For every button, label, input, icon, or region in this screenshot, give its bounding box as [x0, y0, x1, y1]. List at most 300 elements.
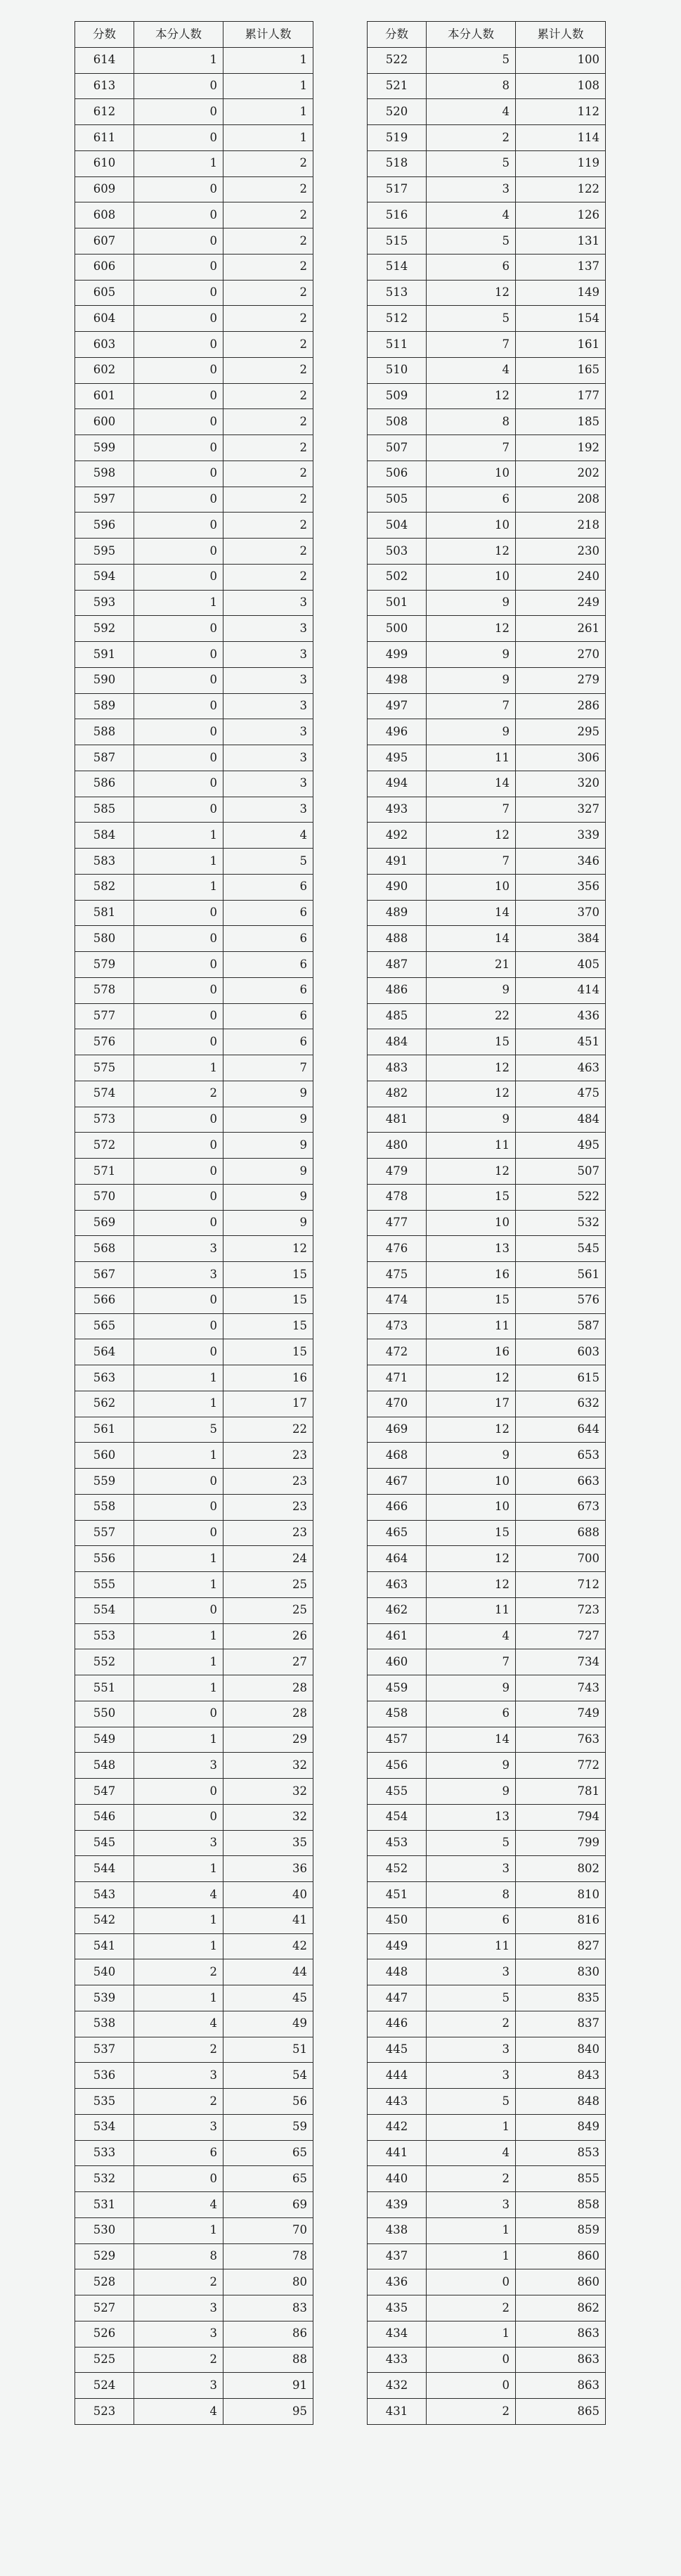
table-row — [75, 693, 313, 719]
score-cell: 604 — [75, 306, 134, 332]
table-row — [75, 1985, 313, 2011]
cumulative-cell: 339 — [516, 823, 606, 849]
score-cell: 443 — [368, 2089, 427, 2115]
cumulative-cell: 2 — [223, 539, 313, 565]
cumulative-cell: 863 — [516, 2373, 606, 2399]
table-row — [368, 487, 606, 513]
score-cell: 495 — [368, 745, 427, 771]
score-cell: 518 — [368, 150, 427, 176]
cumulative-cell: 603 — [516, 1339, 606, 1365]
count-cell: 3 — [134, 2373, 223, 2399]
score-cell: 547 — [75, 1779, 134, 1805]
cumulative-cell: 2 — [223, 202, 313, 228]
cumulative-cell: 810 — [516, 1882, 606, 1908]
count-cell: 12 — [427, 1417, 516, 1443]
table-row — [75, 1133, 313, 1159]
cumulative-cell: 100 — [516, 47, 606, 73]
cumulative-cell: 2 — [223, 461, 313, 487]
table-row — [75, 539, 313, 565]
table-row — [368, 2217, 606, 2243]
score-cell: 465 — [368, 1520, 427, 1546]
table-row — [368, 254, 606, 280]
count-cell: 12 — [427, 1081, 516, 1107]
score-cell: 593 — [75, 590, 134, 616]
score-cell: 585 — [75, 797, 134, 823]
cumulative-cell: 763 — [516, 1727, 606, 1753]
score-cell: 485 — [368, 1003, 427, 1029]
score-cell: 514 — [368, 254, 427, 280]
cumulative-cell: 15 — [223, 1313, 313, 1339]
score-cell: 464 — [368, 1546, 427, 1572]
count-cell: 1 — [134, 1856, 223, 1882]
cumulative-cell: 6 — [223, 1003, 313, 1029]
cumulative-cell: 436 — [516, 1003, 606, 1029]
score-cell: 522 — [368, 47, 427, 73]
table-row — [368, 1753, 606, 1779]
table-row — [75, 1727, 313, 1753]
count-cell: 5 — [427, 1985, 516, 2011]
table-row — [75, 874, 313, 900]
table-row — [75, 125, 313, 151]
count-cell: 14 — [427, 771, 516, 797]
table-row — [75, 1701, 313, 1727]
cumulative-cell: 507 — [516, 1159, 606, 1185]
count-cell: 10 — [427, 461, 516, 487]
cumulative-cell: 863 — [516, 2347, 606, 2373]
cumulative-cell: 114 — [516, 125, 606, 151]
score-cell: 505 — [368, 487, 427, 513]
table-row — [75, 1753, 313, 1779]
score-cell: 500 — [368, 616, 427, 642]
score-cell: 598 — [75, 461, 134, 487]
cumulative-cell: 522 — [516, 1184, 606, 1210]
score-cell: 591 — [75, 642, 134, 668]
score-cell: 510 — [368, 357, 427, 383]
count-cell: 3 — [427, 2063, 516, 2089]
cumulative-cell: 370 — [516, 900, 606, 926]
cumulative-cell: 9 — [223, 1081, 313, 1107]
cumulative-cell: 859 — [516, 2217, 606, 2243]
score-cell: 599 — [75, 435, 134, 461]
table-row — [368, 564, 606, 590]
table-row — [368, 1933, 606, 1959]
count-cell: 0 — [134, 926, 223, 952]
table-row — [75, 2321, 313, 2347]
count-cell: 7 — [427, 797, 516, 823]
table-row — [368, 1262, 606, 1288]
table-row — [368, 2321, 606, 2347]
cumulative-cell: 320 — [516, 771, 606, 797]
cumulative-cell: 2 — [223, 306, 313, 332]
table-row — [368, 1029, 606, 1055]
score-cell: 468 — [368, 1443, 427, 1469]
cumulative-cell: 3 — [223, 616, 313, 642]
cumulative-cell: 723 — [516, 1597, 606, 1623]
cumulative-cell: 230 — [516, 539, 606, 565]
cumulative-cell: 28 — [223, 1701, 313, 1727]
count-cell: 13 — [427, 1804, 516, 1830]
cumulative-cell: 295 — [516, 719, 606, 745]
cumulative-cell: 1 — [223, 47, 313, 73]
table-row — [368, 1443, 606, 1469]
table-row — [368, 2166, 606, 2192]
score-table-left — [74, 21, 313, 2425]
cumulative-cell: 6 — [223, 874, 313, 900]
header-score: 分数 — [75, 22, 134, 48]
count-cell: 0 — [427, 2347, 516, 2373]
cumulative-cell: 80 — [223, 2269, 313, 2295]
count-cell: 14 — [427, 926, 516, 952]
count-cell: 0 — [134, 1520, 223, 1546]
score-cell: 579 — [75, 952, 134, 978]
count-cell: 2 — [134, 1959, 223, 1985]
table-row — [75, 1029, 313, 1055]
score-cell: 515 — [368, 228, 427, 255]
cumulative-cell: 23 — [223, 1443, 313, 1469]
table-row — [368, 73, 606, 99]
count-cell: 12 — [427, 1159, 516, 1185]
table-row — [368, 1907, 606, 1933]
count-cell: 3 — [427, 2192, 516, 2218]
cumulative-cell: 5 — [223, 849, 313, 875]
table-row — [368, 1727, 606, 1753]
count-cell: 0 — [134, 1029, 223, 1055]
score-cell: 491 — [368, 849, 427, 875]
table-row — [368, 1210, 606, 1236]
score-cell: 474 — [368, 1287, 427, 1313]
count-cell: 1 — [427, 2321, 516, 2347]
cumulative-cell: 17 — [223, 1391, 313, 1417]
table-row — [75, 228, 313, 255]
table-row — [368, 1287, 606, 1313]
cumulative-cell: 45 — [223, 1985, 313, 2011]
score-cell: 493 — [368, 797, 427, 823]
score-cell: 480 — [368, 1133, 427, 1159]
cumulative-cell: 781 — [516, 1779, 606, 1805]
cumulative-cell: 2 — [223, 280, 313, 306]
count-cell: 0 — [134, 487, 223, 513]
table-row — [368, 1830, 606, 1856]
score-cell: 478 — [368, 1184, 427, 1210]
cumulative-cell: 2 — [223, 176, 313, 202]
cumulative-cell: 576 — [516, 1287, 606, 1313]
score-cell: 612 — [75, 99, 134, 125]
score-cell: 580 — [75, 926, 134, 952]
score-cell: 589 — [75, 693, 134, 719]
count-cell: 9 — [427, 719, 516, 745]
cumulative-cell: 3 — [223, 745, 313, 771]
cumulative-cell: 25 — [223, 1572, 313, 1598]
cumulative-cell: 2 — [223, 409, 313, 435]
cumulative-cell: 865 — [516, 2399, 606, 2425]
count-cell: 12 — [427, 539, 516, 565]
cumulative-cell: 475 — [516, 1081, 606, 1107]
count-cell: 10 — [427, 1469, 516, 1495]
cumulative-cell: 65 — [223, 2166, 313, 2192]
table-row — [75, 2037, 313, 2063]
table-row — [368, 1391, 606, 1417]
score-cell: 592 — [75, 616, 134, 642]
score-cell: 473 — [368, 1313, 427, 1339]
table-row — [75, 99, 313, 125]
cumulative-cell: 700 — [516, 1546, 606, 1572]
cumulative-cell: 840 — [516, 2037, 606, 2063]
score-cell: 597 — [75, 487, 134, 513]
score-cell: 507 — [368, 435, 427, 461]
score-cell: 572 — [75, 1133, 134, 1159]
table-row — [75, 513, 313, 539]
score-cell: 521 — [368, 73, 427, 99]
table-row — [368, 1494, 606, 1520]
score-cell: 454 — [368, 1804, 427, 1830]
score-cell: 448 — [368, 1959, 427, 1985]
cumulative-cell: 306 — [516, 745, 606, 771]
count-cell: 0 — [134, 642, 223, 668]
table-row — [75, 590, 313, 616]
count-cell: 0 — [134, 1339, 223, 1365]
count-cell: 3 — [134, 1262, 223, 1288]
count-cell: 3 — [134, 1236, 223, 1262]
count-cell: 9 — [427, 977, 516, 1003]
count-cell: 1 — [427, 2217, 516, 2243]
table-row — [368, 47, 606, 73]
cumulative-cell: 44 — [223, 1959, 313, 1985]
table-row — [368, 383, 606, 409]
score-cell: 582 — [75, 874, 134, 900]
cumulative-cell: 29 — [223, 1727, 313, 1753]
cumulative-cell: 23 — [223, 1520, 313, 1546]
score-cell: 538 — [75, 2011, 134, 2037]
table-row — [75, 150, 313, 176]
table-row — [75, 2166, 313, 2192]
count-cell: 1 — [134, 1985, 223, 2011]
score-cell: 583 — [75, 849, 134, 875]
score-cell: 490 — [368, 874, 427, 900]
score-cell: 520 — [368, 99, 427, 125]
count-cell: 3 — [134, 2295, 223, 2321]
score-cell: 600 — [75, 409, 134, 435]
score-cell: 452 — [368, 1856, 427, 1882]
count-cell: 11 — [427, 1133, 516, 1159]
score-cell: 453 — [368, 1830, 427, 1856]
table-row — [368, 99, 606, 125]
table-row — [368, 2269, 606, 2295]
table-row — [75, 745, 313, 771]
cumulative-cell: 6 — [223, 900, 313, 926]
score-cell: 534 — [75, 2114, 134, 2140]
count-cell: 14 — [427, 900, 516, 926]
score-cell: 587 — [75, 745, 134, 771]
count-cell: 0 — [134, 1287, 223, 1313]
count-cell: 0 — [134, 719, 223, 745]
count-cell: 0 — [134, 409, 223, 435]
table-row — [75, 1959, 313, 1985]
table-row — [368, 719, 606, 745]
score-cell: 540 — [75, 1959, 134, 1985]
cumulative-cell: 32 — [223, 1753, 313, 1779]
cumulative-cell: 49 — [223, 2011, 313, 2037]
score-cell: 431 — [368, 2399, 427, 2425]
score-cell: 526 — [75, 2321, 134, 2347]
count-cell: 9 — [427, 1779, 516, 1805]
cumulative-cell: 2 — [223, 357, 313, 383]
table-row — [368, 2037, 606, 2063]
cumulative-cell: 56 — [223, 2089, 313, 2115]
cumulative-cell: 632 — [516, 1391, 606, 1417]
table-row — [75, 2295, 313, 2321]
score-cell: 447 — [368, 1985, 427, 2011]
score-cell: 561 — [75, 1417, 134, 1443]
cumulative-cell: 855 — [516, 2166, 606, 2192]
table-row — [75, 2063, 313, 2089]
cumulative-cell: 42 — [223, 1933, 313, 1959]
score-cell: 504 — [368, 513, 427, 539]
cumulative-cell: 51 — [223, 2037, 313, 2063]
table-row — [75, 1469, 313, 1495]
cumulative-cell: 218 — [516, 513, 606, 539]
count-cell: 4 — [427, 2140, 516, 2166]
cumulative-cell: 863 — [516, 2321, 606, 2347]
count-cell: 6 — [134, 2140, 223, 2166]
count-cell: 17 — [427, 1391, 516, 1417]
cumulative-cell: 463 — [516, 1055, 606, 1081]
table-row — [75, 849, 313, 875]
header-row — [75, 22, 313, 48]
count-cell: 0 — [134, 1184, 223, 1210]
score-cell: 607 — [75, 228, 134, 255]
count-cell: 0 — [134, 176, 223, 202]
score-cell: 487 — [368, 952, 427, 978]
score-cell: 541 — [75, 1933, 134, 1959]
score-cell: 472 — [368, 1339, 427, 1365]
table-row — [75, 487, 313, 513]
cumulative-cell: 6 — [223, 977, 313, 1003]
count-cell: 8 — [134, 2243, 223, 2269]
count-cell: 0 — [134, 1313, 223, 1339]
count-cell: 12 — [427, 1055, 516, 1081]
count-cell: 2 — [134, 2347, 223, 2373]
cumulative-cell: 279 — [516, 667, 606, 693]
score-cell: 542 — [75, 1907, 134, 1933]
score-cell: 543 — [75, 1882, 134, 1908]
table-row — [75, 2399, 313, 2425]
table-row — [368, 849, 606, 875]
cumulative-cell: 802 — [516, 1856, 606, 1882]
score-cell: 575 — [75, 1055, 134, 1081]
cumulative-cell: 25 — [223, 1597, 313, 1623]
count-cell: 11 — [427, 1313, 516, 1339]
score-cell: 557 — [75, 1520, 134, 1546]
score-cell: 570 — [75, 1184, 134, 1210]
score-cell: 471 — [368, 1365, 427, 1391]
cumulative-cell: 3 — [223, 719, 313, 745]
count-cell: 4 — [134, 2011, 223, 2037]
count-cell: 0 — [134, 73, 223, 99]
table-row — [368, 1701, 606, 1727]
table-row — [75, 1907, 313, 1933]
count-cell: 5 — [427, 2089, 516, 2115]
count-cell: 3 — [427, 2037, 516, 2063]
count-cell: 1 — [134, 1675, 223, 1701]
count-cell: 1 — [134, 150, 223, 176]
table-row — [75, 642, 313, 668]
table-row — [368, 693, 606, 719]
table-row — [368, 1649, 606, 1675]
table-row — [368, 977, 606, 1003]
header-count: 本分人数 — [134, 22, 223, 48]
cumulative-cell: 532 — [516, 1210, 606, 1236]
count-cell: 5 — [427, 1830, 516, 1856]
count-cell: 5 — [427, 150, 516, 176]
count-cell: 1 — [427, 2243, 516, 2269]
score-cell: 549 — [75, 1727, 134, 1753]
score-cell: 446 — [368, 2011, 427, 2037]
table-row — [368, 513, 606, 539]
cumulative-cell: 673 — [516, 1494, 606, 1520]
table-row — [368, 1623, 606, 1649]
score-cell: 611 — [75, 125, 134, 151]
cumulative-cell: 119 — [516, 150, 606, 176]
score-cell: 467 — [368, 1469, 427, 1495]
score-cell: 536 — [75, 2063, 134, 2089]
score-cell: 482 — [368, 1081, 427, 1107]
table-row — [368, 461, 606, 487]
table-row — [368, 952, 606, 978]
table-row — [75, 1494, 313, 1520]
table-row — [75, 2192, 313, 2218]
cumulative-cell: 2 — [223, 487, 313, 513]
score-cell: 458 — [368, 1701, 427, 1727]
table-row — [75, 1262, 313, 1288]
count-cell: 9 — [427, 1675, 516, 1701]
table-row — [368, 2114, 606, 2140]
table-row — [368, 1804, 606, 1830]
score-cell: 613 — [75, 73, 134, 99]
count-cell: 4 — [134, 2399, 223, 2425]
table-row — [368, 616, 606, 642]
count-cell: 0 — [134, 1494, 223, 1520]
score-cell: 552 — [75, 1649, 134, 1675]
count-cell: 3 — [134, 1830, 223, 1856]
cumulative-cell: 28 — [223, 1675, 313, 1701]
score-cell: 517 — [368, 176, 427, 202]
count-cell: 0 — [134, 228, 223, 255]
count-cell: 12 — [427, 616, 516, 642]
score-cell: 605 — [75, 280, 134, 306]
table-row — [368, 2373, 606, 2399]
table-row — [75, 2140, 313, 2166]
score-cell: 440 — [368, 2166, 427, 2192]
count-cell: 9 — [427, 1443, 516, 1469]
table-row — [368, 332, 606, 358]
table-row — [368, 280, 606, 306]
count-cell: 0 — [134, 1779, 223, 1805]
score-cell: 497 — [368, 693, 427, 719]
score-cell: 602 — [75, 357, 134, 383]
cumulative-cell: 848 — [516, 2089, 606, 2115]
count-cell: 5 — [427, 306, 516, 332]
count-cell: 2 — [134, 2037, 223, 2063]
cumulative-cell: 3 — [223, 771, 313, 797]
cumulative-cell: 849 — [516, 2114, 606, 2140]
score-cell: 437 — [368, 2243, 427, 2269]
score-cell: 481 — [368, 1107, 427, 1133]
cumulative-cell: 36 — [223, 1856, 313, 1882]
count-cell: 11 — [427, 745, 516, 771]
cumulative-cell: 2 — [223, 254, 313, 280]
count-cell: 1 — [134, 1443, 223, 1469]
score-cell: 545 — [75, 1830, 134, 1856]
